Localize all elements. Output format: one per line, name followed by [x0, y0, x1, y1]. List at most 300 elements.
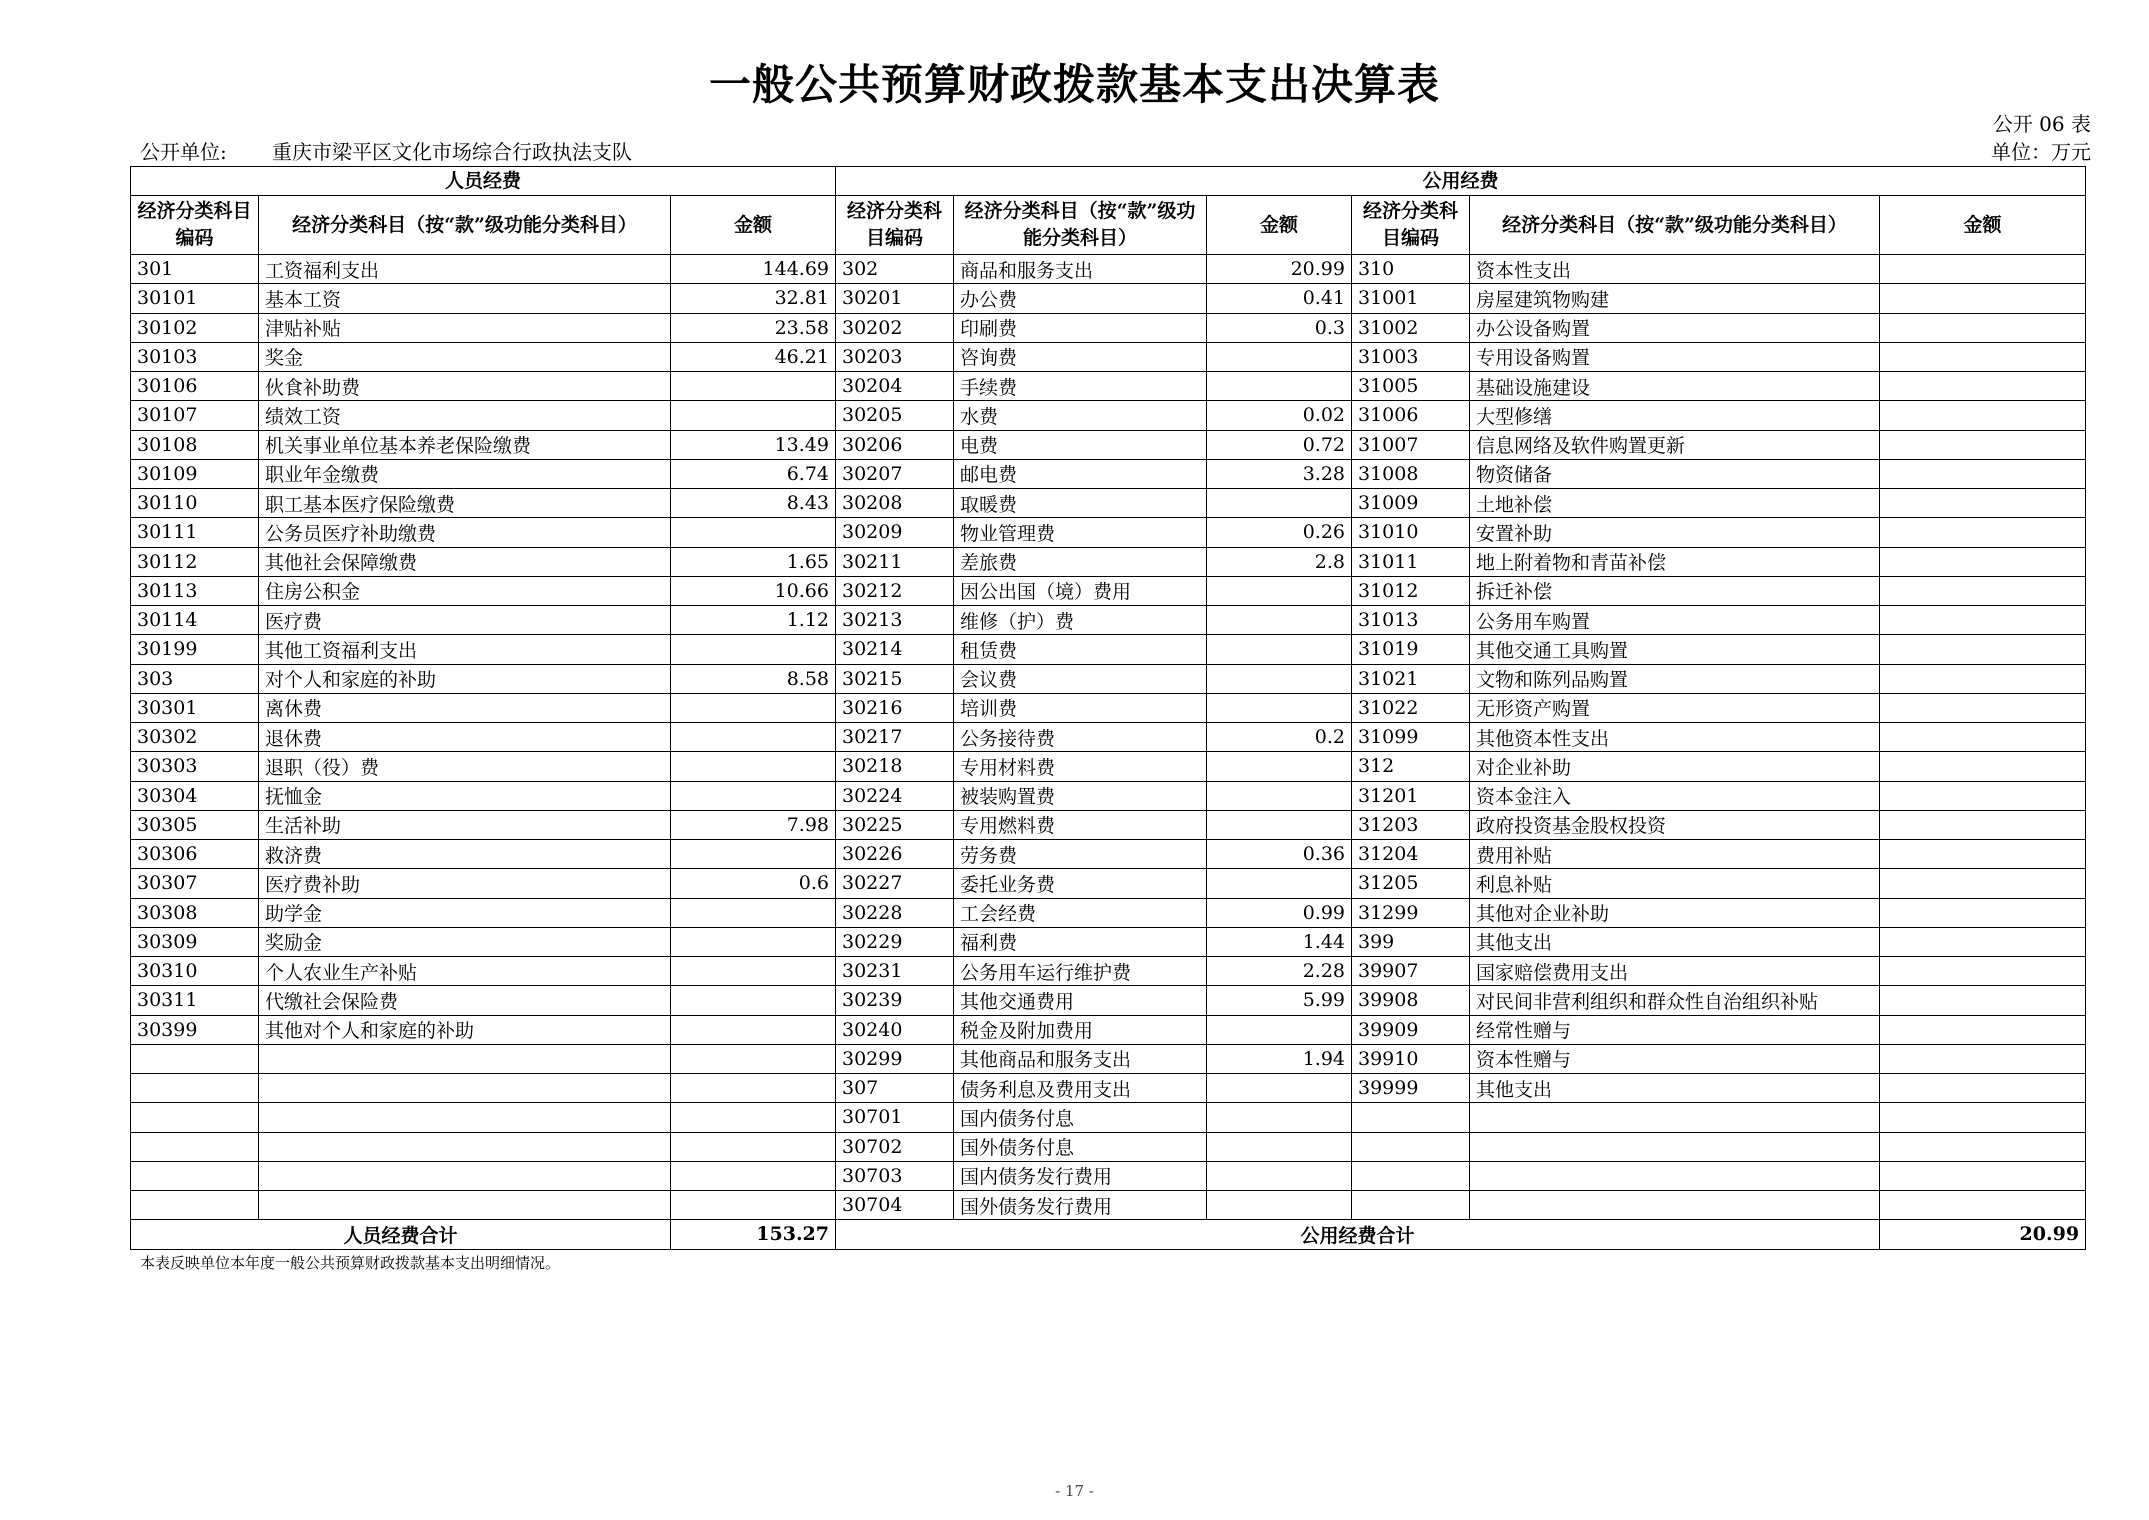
item-amount	[1880, 1161, 2086, 1190]
item-amount	[1880, 986, 2086, 1015]
item-name: 基本工资	[259, 284, 671, 313]
item-amount	[671, 1044, 836, 1073]
item-name: 工会经费	[954, 898, 1207, 927]
item-amount	[1207, 869, 1352, 898]
table-row	[131, 664, 2086, 693]
item-amount	[1207, 342, 1352, 371]
item-code: 30227	[836, 869, 954, 898]
item-code: 30214	[836, 635, 954, 664]
item-name: 对民间非营利组织和群众性自治组织补贴	[1470, 986, 1880, 1015]
item-name: 办公费	[954, 284, 1207, 313]
item-code: 30218	[836, 752, 954, 781]
table-row	[131, 723, 2086, 752]
item-name: 国内债务付息	[954, 1103, 1207, 1132]
item-code	[1352, 1191, 1470, 1220]
item-amount: 1.65	[671, 547, 836, 576]
item-name: 资本性赠与	[1470, 1044, 1880, 1073]
item-name: 专用设备购置	[1470, 342, 1880, 371]
item-amount	[1207, 1015, 1352, 1044]
item-name: 绩效工资	[259, 401, 671, 430]
table-row	[131, 810, 2086, 839]
item-code: 30240	[836, 1015, 954, 1044]
item-amount	[1880, 1132, 2086, 1161]
item-name: 退休费	[259, 723, 671, 752]
item-name	[259, 1132, 671, 1161]
item-amount	[1880, 401, 2086, 430]
item-amount: 2.8	[1207, 547, 1352, 576]
item-name: 劳务费	[954, 840, 1207, 869]
item-name: 经常性赠与	[1470, 1015, 1880, 1044]
item-code: 31019	[1352, 635, 1470, 664]
table-row	[131, 1074, 2086, 1103]
item-amount	[1880, 342, 2086, 371]
item-code: 30113	[131, 576, 259, 605]
item-code: 30111	[131, 518, 259, 547]
personnel-total-label: 人员经费合计	[131, 1220, 671, 1249]
item-code: 31007	[1352, 430, 1470, 459]
item-code: 39999	[1352, 1074, 1470, 1103]
item-code	[131, 1191, 259, 1220]
item-name: 救济费	[259, 840, 671, 869]
item-code: 30701	[836, 1103, 954, 1132]
item-name	[1470, 1161, 1880, 1190]
item-name: 国家赔偿费用支出	[1470, 957, 1880, 986]
item-name: 职业年金缴费	[259, 459, 671, 488]
item-name: 公务员医疗补助缴费	[259, 518, 671, 547]
item-name: 大型修缮	[1470, 401, 1880, 430]
item-name: 文物和陈列品购置	[1470, 664, 1880, 693]
item-code: 31299	[1352, 898, 1470, 927]
item-amount	[1207, 1103, 1352, 1132]
item-amount	[671, 723, 836, 752]
item-amount	[1880, 810, 2086, 839]
item-code: 39907	[1352, 957, 1470, 986]
item-amount: 6.74	[671, 459, 836, 488]
item-code: 31006	[1352, 401, 1470, 430]
table-row	[131, 927, 2086, 956]
item-name: 资本性支出	[1470, 255, 1880, 284]
item-amount	[671, 1074, 836, 1103]
item-code: 30302	[131, 723, 259, 752]
personnel-total-amount: 153.27	[671, 1220, 836, 1249]
item-code: 31010	[1352, 518, 1470, 547]
item-amount: 0.3	[1207, 313, 1352, 342]
item-name: 无形资产购置	[1470, 693, 1880, 722]
item-code: 30305	[131, 810, 259, 839]
item-code: 30205	[836, 401, 954, 430]
page-number: - 17 -	[1055, 1482, 1094, 1500]
item-code: 30203	[836, 342, 954, 371]
item-name: 水费	[954, 401, 1207, 430]
item-name: 专用燃料费	[954, 810, 1207, 839]
item-name: 抚恤金	[259, 781, 671, 810]
item-amount: 0.99	[1207, 898, 1352, 927]
item-code: 31205	[1352, 869, 1470, 898]
item-name: 工资福利支出	[259, 255, 671, 284]
item-code: 30112	[131, 547, 259, 576]
item-code: 30108	[131, 430, 259, 459]
col-header-amount: 金额	[1880, 196, 2086, 255]
expenditure-table	[130, 166, 2086, 1250]
item-amount	[1880, 693, 2086, 722]
item-name: 奖励金	[259, 927, 671, 956]
item-code: 31008	[1352, 459, 1470, 488]
item-amount	[1880, 635, 2086, 664]
table-row	[131, 781, 2086, 810]
table-row	[131, 1044, 2086, 1073]
item-name: 其他支出	[1470, 927, 1880, 956]
item-name: 公务用车购置	[1470, 606, 1880, 635]
item-amount: 1.44	[1207, 927, 1352, 956]
item-name: 生活补助	[259, 810, 671, 839]
item-code: 31002	[1352, 313, 1470, 342]
item-code: 30303	[131, 752, 259, 781]
item-name	[1470, 1191, 1880, 1220]
item-code: 30215	[836, 664, 954, 693]
item-code: 30304	[131, 781, 259, 810]
table-row	[131, 284, 2086, 313]
item-code: 30308	[131, 898, 259, 927]
currency-unit: 单位：万元	[1991, 140, 2091, 164]
item-code: 30299	[836, 1044, 954, 1073]
item-name: 物业管理费	[954, 518, 1207, 547]
item-code	[1352, 1161, 1470, 1190]
table-row	[131, 898, 2086, 927]
table-row	[131, 576, 2086, 605]
item-code: 30217	[836, 723, 954, 752]
item-amount: 10.66	[671, 576, 836, 605]
item-amount	[671, 401, 836, 430]
item-code: 31201	[1352, 781, 1470, 810]
item-amount	[1880, 723, 2086, 752]
item-amount	[1880, 869, 2086, 898]
item-amount	[671, 635, 836, 664]
item-code: 31204	[1352, 840, 1470, 869]
item-code: 31022	[1352, 693, 1470, 722]
item-code: 30211	[836, 547, 954, 576]
item-amount	[1880, 781, 2086, 810]
item-amount	[671, 518, 836, 547]
item-amount	[1880, 576, 2086, 605]
item-amount: 23.58	[671, 313, 836, 342]
item-name: 资本金注入	[1470, 781, 1880, 810]
item-name: 其他资本性支出	[1470, 723, 1880, 752]
col-header-code: 经济分类科目编码	[131, 196, 259, 255]
item-name: 国外债务发行费用	[954, 1191, 1207, 1220]
footnote: 本表反映单位本年度一般公共预算财政拨款基本支出明细情况。	[140, 1254, 561, 1272]
item-name: 其他交通费用	[954, 986, 1207, 1015]
item-name: 离休费	[259, 693, 671, 722]
item-code: 30311	[131, 986, 259, 1015]
table-row	[131, 986, 2086, 1015]
col-header-code: 经济分类科目编码	[1352, 196, 1470, 255]
item-amount	[1880, 898, 2086, 927]
item-code	[131, 1161, 259, 1190]
item-amount: 0.26	[1207, 518, 1352, 547]
col-header-name: 经济分类科目（按“款”级功能分类科目）	[954, 196, 1207, 255]
item-amount	[1207, 810, 1352, 839]
item-code	[131, 1132, 259, 1161]
item-amount	[1207, 489, 1352, 518]
item-amount	[1880, 957, 2086, 986]
item-code	[131, 1074, 259, 1103]
col-header-amount: 金额	[671, 196, 836, 255]
item-code: 31011	[1352, 547, 1470, 576]
item-amount	[1207, 664, 1352, 693]
item-amount: 7.98	[671, 810, 836, 839]
item-code: 39908	[1352, 986, 1470, 1015]
item-code: 30239	[836, 986, 954, 1015]
item-name: 个人农业生产补贴	[259, 957, 671, 986]
item-name: 印刷费	[954, 313, 1207, 342]
item-name: 办公设备购置	[1470, 313, 1880, 342]
item-name: 邮电费	[954, 459, 1207, 488]
item-name	[259, 1191, 671, 1220]
table-row	[131, 840, 2086, 869]
page-title: 一般公共预算财政拨款基本支出决算表	[708, 60, 1440, 109]
item-name	[259, 1161, 671, 1190]
item-amount	[1880, 1015, 2086, 1044]
item-amount	[1207, 781, 1352, 810]
table-row	[131, 1132, 2086, 1161]
item-amount	[1880, 664, 2086, 693]
item-amount	[1207, 606, 1352, 635]
item-amount	[671, 927, 836, 956]
item-amount: 2.28	[1207, 957, 1352, 986]
table-row	[131, 342, 2086, 371]
table-row	[131, 635, 2086, 664]
item-amount	[1880, 284, 2086, 313]
unit-info-line	[140, 136, 2091, 164]
item-amount	[671, 957, 836, 986]
form-number: 公开 06 表	[1992, 112, 2091, 136]
item-code: 30206	[836, 430, 954, 459]
item-code: 30101	[131, 284, 259, 313]
item-name: 其他工资福利支出	[259, 635, 671, 664]
item-name	[1470, 1132, 1880, 1161]
item-name	[259, 1074, 671, 1103]
item-amount	[671, 1191, 836, 1220]
item-amount	[671, 372, 836, 401]
item-code: 399	[1352, 927, 1470, 956]
item-code: 30114	[131, 606, 259, 635]
item-code: 30225	[836, 810, 954, 839]
item-name: 医疗费	[259, 606, 671, 635]
item-name: 安置补助	[1470, 518, 1880, 547]
item-code: 30228	[836, 898, 954, 927]
item-name: 租赁费	[954, 635, 1207, 664]
item-code: 31005	[1352, 372, 1470, 401]
item-name	[1470, 1103, 1880, 1132]
item-amount	[671, 1103, 836, 1132]
item-code: 30199	[131, 635, 259, 664]
item-amount: 20.99	[1207, 255, 1352, 284]
item-name: 退职（役）费	[259, 752, 671, 781]
item-code: 30204	[836, 372, 954, 401]
item-amount	[671, 840, 836, 869]
item-code: 39910	[1352, 1044, 1470, 1073]
item-code: 302	[836, 255, 954, 284]
item-amount	[671, 1015, 836, 1044]
item-code: 30306	[131, 840, 259, 869]
item-amount	[1880, 927, 2086, 956]
item-code: 303	[131, 664, 259, 693]
item-code: 307	[836, 1074, 954, 1103]
item-amount	[671, 752, 836, 781]
table-row	[131, 957, 2086, 986]
item-name: 专用材料费	[954, 752, 1207, 781]
item-amount	[1207, 693, 1352, 722]
item-amount: 0.36	[1207, 840, 1352, 869]
table-row	[131, 606, 2086, 635]
item-name: 取暖费	[954, 489, 1207, 518]
item-code: 30231	[836, 957, 954, 986]
item-code: 30103	[131, 342, 259, 371]
item-name	[259, 1103, 671, 1132]
item-name: 其他社会保障缴费	[259, 547, 671, 576]
item-amount	[1207, 1161, 1352, 1190]
item-amount	[1207, 1132, 1352, 1161]
item-amount	[1207, 1191, 1352, 1220]
item-name: 税金及附加费用	[954, 1015, 1207, 1044]
item-name: 被装购置费	[954, 781, 1207, 810]
item-code: 30216	[836, 693, 954, 722]
item-name: 国外债务付息	[954, 1132, 1207, 1161]
item-amount	[671, 693, 836, 722]
item-amount: 32.81	[671, 284, 836, 313]
item-code: 30310	[131, 957, 259, 986]
item-name: 会议费	[954, 664, 1207, 693]
item-amount	[1207, 576, 1352, 605]
item-code: 312	[1352, 752, 1470, 781]
item-name: 助学金	[259, 898, 671, 927]
item-amount	[1880, 313, 2086, 342]
item-amount	[1880, 1044, 2086, 1073]
item-name: 津贴补贴	[259, 313, 671, 342]
table-row	[131, 1161, 2086, 1190]
table-row	[131, 313, 2086, 342]
item-name: 费用补贴	[1470, 840, 1880, 869]
item-code: 30212	[836, 576, 954, 605]
item-amount	[671, 986, 836, 1015]
item-code: 30704	[836, 1191, 954, 1220]
item-amount	[1880, 1074, 2086, 1103]
item-name: 因公出国（境）费用	[954, 576, 1207, 605]
item-code: 310	[1352, 255, 1470, 284]
item-code: 30109	[131, 459, 259, 488]
item-name: 维修（护）费	[954, 606, 1207, 635]
item-amount: 8.58	[671, 664, 836, 693]
table-row	[131, 372, 2086, 401]
item-amount	[1207, 372, 1352, 401]
item-amount: 8.43	[671, 489, 836, 518]
totals-row	[131, 1220, 2086, 1249]
item-name: 政府投资基金股权投资	[1470, 810, 1880, 839]
table-row	[131, 255, 2086, 284]
col-header-name: 经济分类科目（按“款”级功能分类科目）	[1470, 196, 1880, 255]
item-amount	[1880, 489, 2086, 518]
item-name: 其他支出	[1470, 1074, 1880, 1103]
item-name: 代缴社会保险费	[259, 986, 671, 1015]
item-code: 30201	[836, 284, 954, 313]
item-amount	[1207, 635, 1352, 664]
item-amount: 0.41	[1207, 284, 1352, 313]
item-name: 其他商品和服务支出	[954, 1044, 1207, 1073]
item-amount: 0.6	[671, 869, 836, 898]
item-name: 拆迁补偿	[1470, 576, 1880, 605]
item-amount	[1880, 255, 2086, 284]
item-code: 30207	[836, 459, 954, 488]
item-amount: 144.69	[671, 255, 836, 284]
item-amount: 3.28	[1207, 459, 1352, 488]
table-row	[131, 489, 2086, 518]
item-amount	[1880, 430, 2086, 459]
item-amount	[1880, 752, 2086, 781]
item-name: 利息补贴	[1470, 869, 1880, 898]
item-code: 30226	[836, 840, 954, 869]
item-code: 301	[131, 255, 259, 284]
item-code: 30208	[836, 489, 954, 518]
col-header-name: 经济分类科目（按“款”级功能分类科目）	[259, 196, 671, 255]
item-name: 奖金	[259, 342, 671, 371]
item-amount: 13.49	[671, 430, 836, 459]
item-amount	[1880, 518, 2086, 547]
item-name: 住房公积金	[259, 576, 671, 605]
item-amount: 1.94	[1207, 1044, 1352, 1073]
table-row	[131, 1015, 2086, 1044]
item-amount	[671, 1132, 836, 1161]
item-code: 30107	[131, 401, 259, 430]
item-name: 福利费	[954, 927, 1207, 956]
group-header-personnel: 人员经费	[131, 167, 836, 196]
item-amount	[1880, 547, 2086, 576]
item-code: 30399	[131, 1015, 259, 1044]
item-code: 30703	[836, 1161, 954, 1190]
item-amount: 1.12	[671, 606, 836, 635]
item-name: 对个人和家庭的补助	[259, 664, 671, 693]
item-amount	[1880, 372, 2086, 401]
item-name: 土地补偿	[1470, 489, 1880, 518]
item-amount: 0.02	[1207, 401, 1352, 430]
table-row	[131, 693, 2086, 722]
item-name: 其他对个人和家庭的补助	[259, 1015, 671, 1044]
unit-name: 重庆市梁平区文化市场综合行政执法支队	[272, 140, 632, 164]
item-amount: 5.99	[1207, 986, 1352, 1015]
item-code	[1352, 1103, 1470, 1132]
item-code: 30229	[836, 927, 954, 956]
table-body	[131, 255, 2086, 1220]
item-name: 其他交通工具购置	[1470, 635, 1880, 664]
item-name: 医疗费补助	[259, 869, 671, 898]
item-code: 31012	[1352, 576, 1470, 605]
item-code	[131, 1044, 259, 1073]
group-header-public: 公用经费	[836, 167, 2086, 196]
item-name: 房屋建筑物购建	[1470, 284, 1880, 313]
item-name: 公务用车运行维护费	[954, 957, 1207, 986]
item-code: 39909	[1352, 1015, 1470, 1044]
item-name: 咨询费	[954, 342, 1207, 371]
item-code: 30307	[131, 869, 259, 898]
col-header-amount: 金额	[1207, 196, 1352, 255]
item-amount	[1880, 1191, 2086, 1220]
item-amount: 0.72	[1207, 430, 1352, 459]
item-name: 职工基本医疗保险缴费	[259, 489, 671, 518]
item-name: 国内债务发行费用	[954, 1161, 1207, 1190]
item-code: 30209	[836, 518, 954, 547]
item-amount	[671, 781, 836, 810]
item-name: 地上附着物和青苗补偿	[1470, 547, 1880, 576]
item-amount	[1880, 459, 2086, 488]
